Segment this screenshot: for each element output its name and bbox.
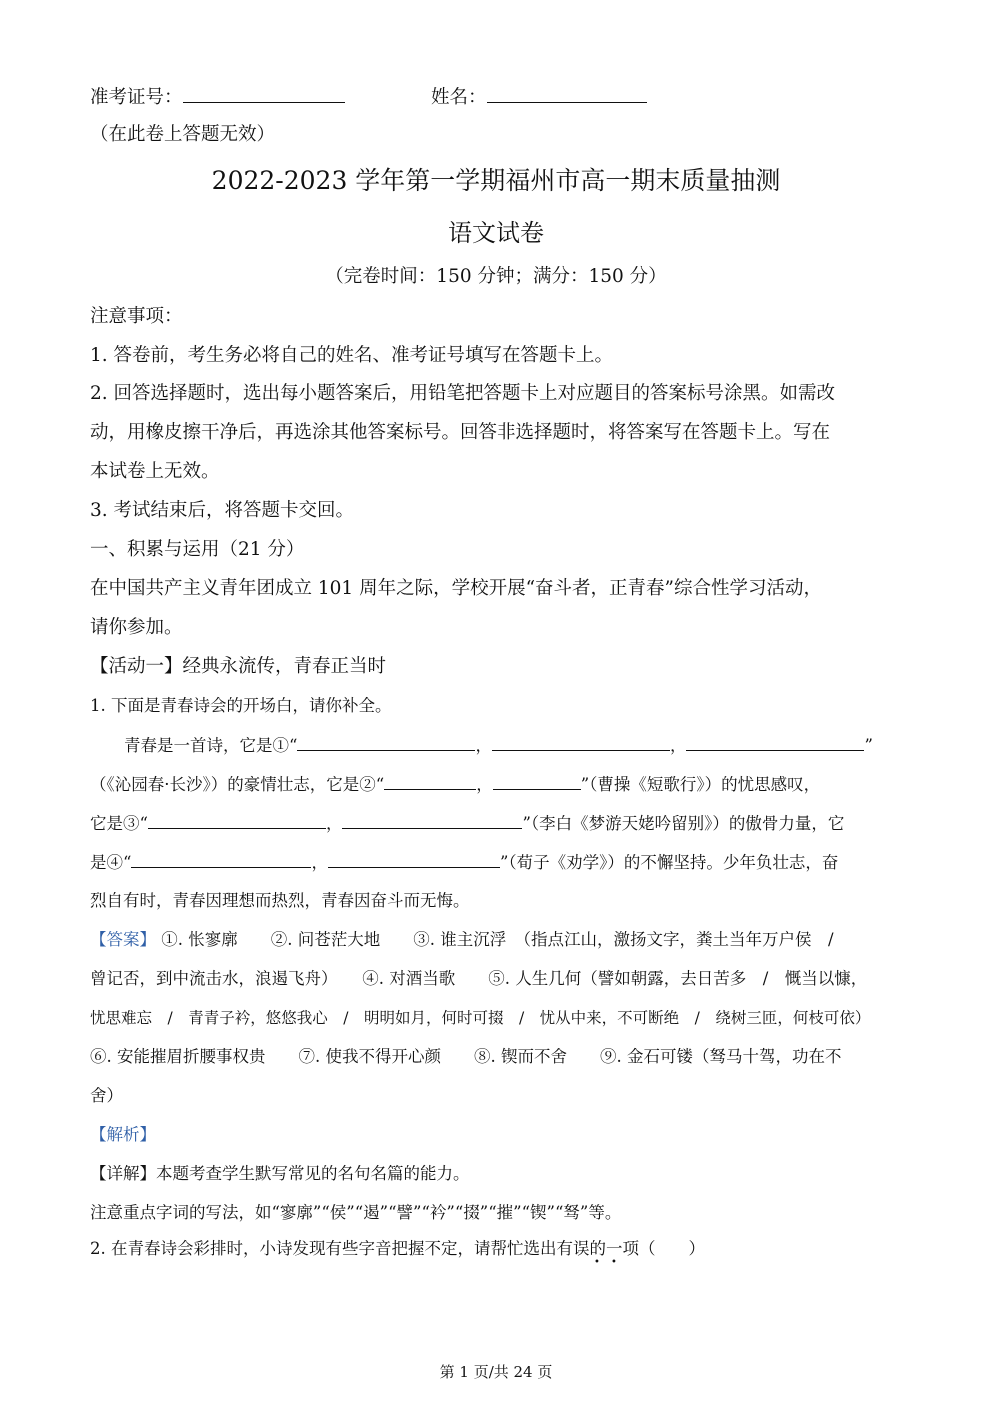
q1-text: ”（荀子《劝学》）的不懈坚持。少年负壮志，奋 [499,853,839,872]
q1-text: 是④“ [90,853,132,872]
exam-number-blank [183,86,345,103]
emphasis-dot: • [594,1257,600,1268]
answer-line: 舍） [90,1086,123,1105]
section-intro: 在中国共产主义青年团成立 101 周年之际，学校开展“奋斗者，正青春”综合性学习活动， [90,578,822,599]
q1-paragraph-line [124,734,873,757]
fill-blank [328,851,500,868]
answer-line: 曾记否，到中流击水，浪遏飞舟） ④. 对酒当歌 ⑤. 人生几何（譬如朝露，去日苦多 / 慨当以慷， [90,969,868,988]
q1-paragraph-line: 烈自有时，青春因理想而热烈，青春因奋斗而无悔。 [90,891,470,910]
detail-text: 本题考查学生默写常见的名句名篇的能力。 [156,1164,470,1183]
q1-comma: ， [325,814,343,833]
fill-blank [686,734,864,751]
exam-number-label: 准考证号： [90,87,183,108]
name-label: 姓名： [431,87,487,108]
analysis-note: 注意重点字词的写法，如“寥廓”“侯”“遏”“譬”“衿”“掇”“摧”“锲”“驽”等。 [90,1203,622,1222]
section-intro: 请你参加。 [90,617,183,638]
q1-text: 它是③“ [90,814,148,833]
answer-line: ⑥. 安能摧眉折腰事权贵 ⑦. 使我不得开心颜 ⑧. 锲而不舍 ⑨. 金石可镂（驽马十驾，功在不 [90,1047,842,1066]
notice-item: 本试卷上无效。 [90,461,220,482]
subject-title: 语文试卷 [448,219,544,247]
detail-tag: 【详解】 [90,1164,156,1183]
q1-text: ”（曹操《短歌行》）的忧思感叹， [580,775,821,794]
question-1-stem: 1. 下面是青春诗会的开场白，请你补全。 [90,696,392,715]
q1-text: ”（李白《梦游天姥吟留别》）的傲骨力量，它 [522,814,845,833]
time-info: （完卷时间：150 分钟；满分：150 分） [325,266,667,287]
page-title: 2022-2023 学年第一学期福州市高一期末质量抽测 [211,166,781,195]
q1-comma: ， [475,736,492,755]
q1-text: （《沁园春·长沙》）的豪情壮志，它是②“ [90,775,385,794]
name-row [431,86,647,109]
exam-number-row [90,86,345,109]
notice-item: 2. 回答选择题时，选出每小题答案后，用铅笔把答题卡上对应题目的答案标号涂黑。如需改 [90,383,836,404]
q1-comma: ， [311,853,328,872]
q1-paragraph-line [90,851,838,874]
q1-comma: ， [476,775,493,794]
notice-heading: 注意事项： [90,306,183,327]
q1-paragraph-line [90,773,820,796]
q1-quote: ” [864,736,873,755]
answer-text: ①. 怅寥廓 ②. 问苍茫大地 ③. 谁主沉浮 （指点江山，激扬文字，粪土当年万户侯 / [161,930,834,949]
name-blank [487,86,647,103]
answer-tag: 【答案】 [90,930,156,949]
fill-blank [492,734,670,751]
emphasis-dot: • [611,1257,617,1268]
q1-text: 青春是一首诗，它是①“ [124,736,298,755]
question-2-stem: 2. 在青春诗会彩排时，小诗发现有些字音把握不定，请帮忙选出有误的一项（ ） [90,1239,705,1258]
q1-comma: ， [669,736,687,755]
fill-blank [493,773,581,790]
fill-blank [131,851,311,868]
page-number: 第 1 页/共 24 页 [439,1363,553,1381]
fill-blank [384,773,476,790]
answer-line: 忧思难忘 / 青青子衿，悠悠我心 / 明明如月，何时可掇 / 忧从中来，不可断绝 / 绕树三匝，何枝可依） [90,1009,871,1027]
fill-blank [342,812,522,829]
notice-item: 1. 答卷前，考生务必将自己的姓名、准考证号填写在答题卡上。 [90,345,614,366]
q1-paragraph-line [90,812,844,835]
fill-blank [148,812,326,829]
fill-blank [297,734,475,751]
section-heading: 一、积累与运用（21 分） [90,539,305,560]
notice-item: 动，用橡皮擦干净后，再选涂其他答案标号。回答非选择题时，将答案写在答题卡上。写在 [90,422,831,443]
notice-item: 3. 考试结束后，将答题卡交回。 [90,500,355,521]
activity-heading: 【活动一】经典永流传，青春正当时 [90,656,387,677]
invalid-note: （在此卷上答题无效） [90,124,276,145]
detail-line [90,1163,470,1185]
analysis-tag: 【解析】 [90,1125,156,1144]
answer-line [90,929,834,951]
